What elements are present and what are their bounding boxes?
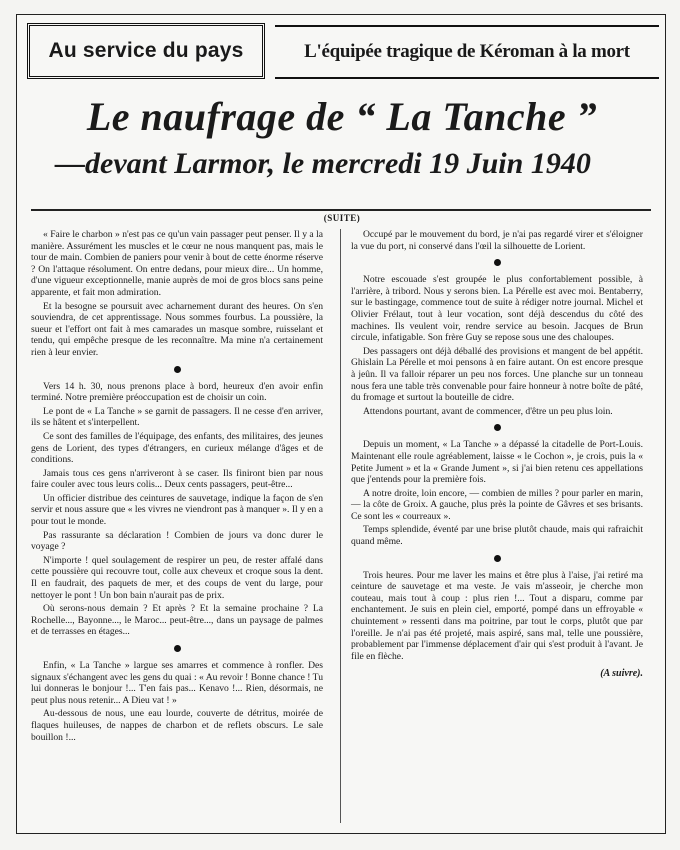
- paragraph: Vers 14 h. 30, nous prenons place à bord, heureux d'en avoir enfin terminé. Notre première préoccupation est de choisir un coin.: [31, 380, 323, 404]
- section-bullet: [494, 259, 501, 266]
- paragraph: Depuis un moment, « La Tanche » a dépassé la citadelle de Port-Louis. Maintenant elle roule agréablement, laisse « le Cochon », je crois, puis la « Petite Jument » et la « Grande Jument », si j'ai bien retenu ces appellations que j'entends pour la première fois.: [351, 439, 643, 486]
- section-bullet: [494, 424, 501, 431]
- paragraph: A notre droite, loin encore, — combien de milles ? pour parler en marin, — la côte de Groix. A gauche, plus près la pointe de Gâvres et ses brisants. Ce sont les « courreaux ».: [351, 487, 643, 522]
- section-bullet: [174, 366, 181, 373]
- left-column: [31, 229, 323, 745]
- header-rule: [31, 209, 651, 211]
- paragraph: Jamais tous ces gens n'arriveront à se caser. Ils finiront bien par nous faire couler avec tous leurs colis... Deux cents passagers, peut-être...: [31, 467, 323, 491]
- paragraph: Attendons pourtant, avant de commencer, d'être un peu plus loin.: [363, 405, 613, 417]
- paragraph: Enfin, « La Tanche » largue ses amarres et commence à ronfler. Des signaux s'échangent avec les gens du quai : « Au revoir ! Bonne chance ! Tu lui donneras le bonjour !... T'en fais pas... Kenavo !... Rien, désormais, ne peut plus nous retenir... A Dieu vat ! »: [31, 660, 323, 706]
- paragraph: Notre escouade s'est groupée le plus confortablement possible, à l'arrière, à tribord. Nous y serons bien. La Pérelle est avec moi. Bentaberry, sur le bastingage, commence tout de suite à rédiger notre journal. Michel et Olivier Frélaut, tout à leur vocation, sont déjà descendus du côté des machines. Ils veulent voir, rendre service au besoin. Jacques de Brun circule, infatigable. Son frère Guy se repose sous une des chaloupes.: [351, 274, 643, 344]
- paragraph: Au-dessous de nous, une eau lourde, couverte de détritus, moirée de flaques huileuses, de nappes de charbon et de reflets obscurs. Le sale bouillon !...: [31, 708, 323, 743]
- subheadline: —devant Larmor, le mercredi 19 Juin 1940: [55, 147, 591, 180]
- section-bullet: [494, 555, 501, 562]
- paragraph: Temps splendide, éventé par une brise plutôt chaude, mais qui rafraichit quand même.: [351, 524, 643, 548]
- column-divider: [340, 229, 341, 823]
- paragraph: N'importe ! quel soulagement de respirer un peu, de rester affalé dans cette poussière qui recouvre tout, colle aux cheveux et croque sous la dent. Il en faudrait, des paquets de mer, et des coups de vent du large, pour nettoyer le pont ! Un bon bain n'aurait pas de prix.: [31, 554, 323, 601]
- paragraph: Trois heures. Pour me laver les mains et être plus à l'aise, j'ai retiré ma ceinture de sauvetage et ma veste. Je vais m'asseoir, je cherche mon couteau, mais tout à coup : plus rien !... Tout a disparu, comme par enchantement. Je suis en plein ciel, emporté, pompé dans un effroyable « chuintement » ressenti dans ma poitrine, par tout le corps, plutôt que par l'oreille. Je n'ai pas été projeté, mais aspiré, sans mal, telle une poussière, probablement par l'immense déplacement d'air qui s'est produit à l'avant. Je file en flèche.: [351, 569, 643, 662]
- headline: Le naufrage de “ La Tanche ”: [86, 94, 598, 139]
- series-title: L'équipée tragique de Kéroman à la mort: [275, 25, 659, 79]
- paragraph: Un officier distribue des ceintures de sauvetage, indique la façon de s'en servir et nous assure que « les vivres ne viendront pas à manquer ». Il y en a pour tout le monde.: [31, 492, 323, 528]
- paragraph: Le pont de « La Tanche » se garnit de passagers. Il ne cesse d'en arriver, ils se hâtent et s'interpellent.: [31, 405, 323, 429]
- paragraph: Ce sont des familles de l'équipage, des enfants, des militaires, des jeunes gens de Lorient, des types d'étrangers, en curieux mélange d'âges et de conditions.: [31, 430, 323, 466]
- paragraph: Pas rassurante sa déclaration ! Combien de jours va donc durer le voyage ?: [31, 529, 323, 553]
- section-kicker: Au service du pays: [27, 23, 265, 79]
- suite-label: (SUITE): [323, 213, 361, 223]
- paragraph: Où serons-nous demain ? Et après ? Et la semaine prochaine ? La Rochelle..., Bayonne..., le Maroc... peut-être..., dans un paysage de palmes et de terrasses en étages...: [31, 603, 323, 638]
- paragraph: Occupé par le mouvement du bord, je n'ai pas regardé virer et s'éloigner la vue du port, ni conservé dans l'œil la silhouette de Lorient.: [351, 229, 643, 252]
- right-column: [351, 229, 643, 680]
- paragraph: Des passagers ont déjà déballé des provisions et mangent de bel appétit. Ghislain La Pérelle et moi pensons à en faire autant. On est encore presque à jeûn. Il va falloir réparer un peu nos forces. Une planche sur un tonneau nous fera une table très convenable pour faire honneur à notre boîte de pâté, du fromage et surtout la bouteille de cidre.: [351, 345, 643, 404]
- newspaper-clipping: [16, 14, 666, 834]
- paragraph: « Faire le charbon » n'est pas ce qu'un vain passager peut penser. Il y a la manière. Assurément les muscles et le cœur ne nous manquent pas, mais le tour de main. Combien de paniers pour venir à bout de cette énorme réserve ? On l'attaque résolument. On entre dedans, pour mieux dire... Un homme, d'une vigueur exceptionnelle, manie auprès de moi de gros blocs sans peine apparente, et fait mon admiration.: [31, 229, 323, 298]
- signoff: (A suivre).: [600, 668, 643, 680]
- section-bullet: [174, 645, 181, 652]
- paragraph: Et la besogne se poursuit avec acharnement durant des heures. On s'en souviendra, de cet apprentissage. Nous sommes fourbus. La poussière, la sueur et l'effort ont fait à mes camarades un masque sombre, ruisselant et tendu, qui empêche presque de les reconnaître. Ma mine n'a certainement rien à leur envier.: [31, 300, 323, 358]
